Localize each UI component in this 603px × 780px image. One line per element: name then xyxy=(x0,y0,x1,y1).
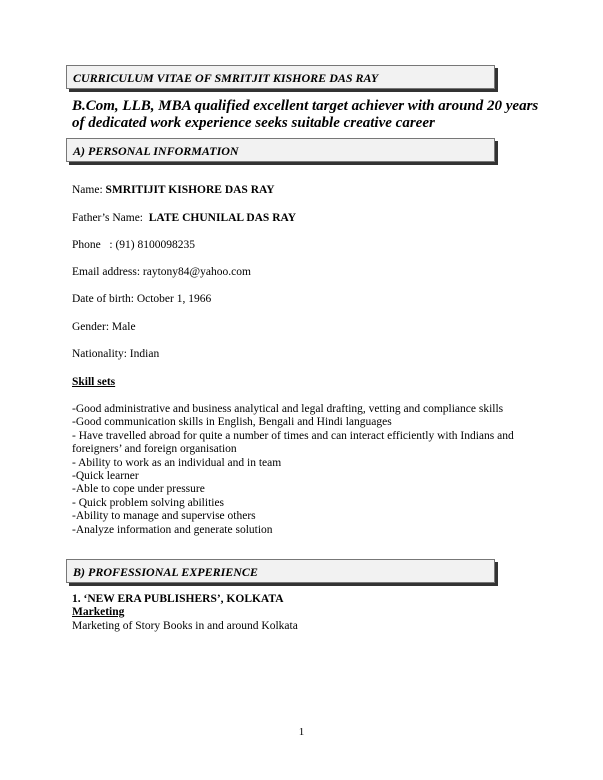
name-line xyxy=(72,183,275,197)
skills-list xyxy=(72,403,532,537)
experience-role: Marketing xyxy=(72,606,125,618)
dob-line: Date of birth: October 1, 1966 xyxy=(72,293,212,305)
skill-item: -Good communication skills in English, Bengali and Hindi languages xyxy=(72,416,392,429)
name-label: Name: xyxy=(72,184,103,196)
skill-item: - Quick problem solving abilities xyxy=(72,496,225,509)
skill-item: - Ability to work as an individual and in team xyxy=(72,456,282,469)
skill-item: -Ability to manage and supervise others xyxy=(72,510,256,523)
experience-description: Marketing of Story Books in and around Kolkata xyxy=(72,620,298,632)
father-label: Father’s Name: xyxy=(72,212,144,224)
gender-line: Gender: Male xyxy=(72,321,136,333)
skill-item: foreigners’ and foreign organisation xyxy=(72,443,237,456)
nationality-line: Nationality: Indian xyxy=(72,348,160,360)
section-a-header: A) PERSONAL INFORMATION xyxy=(66,138,495,162)
page-number: 1 xyxy=(298,726,305,738)
skill-item: -Quick learner xyxy=(72,470,139,483)
section-b-header: B) PROFESSIONAL EXPERIENCE xyxy=(66,559,495,583)
cv-tagline: B.Com, LLB, MBA qualified excellent target achiever with around 20 years of dedicated work experience seeks suitable creative career xyxy=(72,98,539,131)
email-line: Email address: raytony84@yahoo.com xyxy=(72,266,251,278)
phone-line: Phone : (91) 8100098235 xyxy=(72,239,195,251)
skill-item: -Able to cope under pressure xyxy=(72,483,205,496)
father-value: LATE CHUNILAL DAS RAY xyxy=(148,212,297,224)
skill-item: - Have travelled abroad for quite a number of times and can interact efficiently with Indians and xyxy=(72,429,514,442)
skill-item: -Good administrative and business analytical and legal drafting, vetting and compliance skills xyxy=(72,403,504,415)
experience-title: 1. ‘NEW ERA PUBLISHERS’, KOLKATA xyxy=(72,593,284,605)
skill-item: -Analyze information and generate solution xyxy=(72,523,273,536)
cv-title-header: CURRICULUM VITAE OF SMRITJIT KISHORE DAS RAY xyxy=(66,65,495,89)
skills-heading: Skill sets xyxy=(72,376,116,388)
name-value: SMRITIJIT KISHORE DAS RAY xyxy=(105,184,275,196)
father-line xyxy=(72,211,296,225)
